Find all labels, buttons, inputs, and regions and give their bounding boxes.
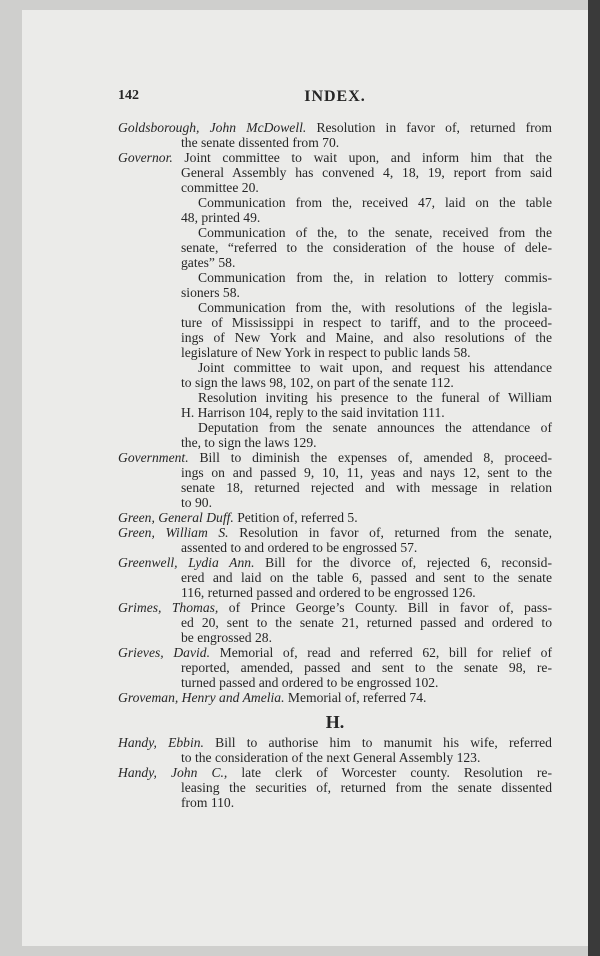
entry-text: ture of Mississippi in respect to tariff, and to the proceed- [181, 315, 552, 330]
index-line [118, 165, 552, 180]
entry-text: the, to sign the laws 129. [181, 435, 317, 450]
index-line [118, 780, 552, 795]
index-line [118, 615, 552, 630]
entry-text: late clerk of Worcester county. Resolution re- [241, 765, 552, 780]
entry-heading: Greenwell, Lydia Ann. [118, 555, 255, 570]
page-title: INDEX. [304, 88, 366, 105]
entry-text: to 90. [181, 495, 212, 510]
entry-text: Communication of the, to the senate, received from the [198, 225, 552, 240]
entry-heading: Handy, John C., [118, 765, 228, 780]
page-number: 142 [118, 88, 139, 103]
index-entry [118, 525, 552, 555]
entry-text: General Assembly has convened 4, 18, 19, report from said [181, 165, 552, 180]
index-line [118, 420, 552, 435]
entry-text: Memorial of, read and referred 62, bill for relief of [219, 645, 552, 660]
entry-text: turned passed and ordered to be engrossed 102. [181, 675, 439, 690]
entry-text: legislature of New York in respect to public lands 58. [181, 345, 471, 360]
index-entry [118, 690, 552, 705]
index-line [118, 525, 552, 540]
entry-heading: Grimes, Thomas, [118, 600, 219, 615]
index-line [118, 315, 552, 330]
index-entry [118, 555, 552, 600]
entry-text: senate 18, returned rejected and with message in relation [181, 480, 552, 495]
entries-h [118, 735, 552, 810]
index-line [118, 645, 552, 660]
index-body [118, 120, 552, 810]
scan-edge [588, 0, 600, 956]
entry-text: Resolution in favor of, returned from [316, 120, 552, 135]
entry-heading: Handy, Ebbin. [118, 735, 204, 750]
entry-text: Bill to authorise him to manumit his wife, referred [215, 735, 552, 750]
entry-text: Resolution inviting his presence to the funeral of William [198, 390, 552, 405]
entry-text: Deputation from the senate announces the attendance of [198, 420, 552, 435]
index-line [118, 630, 552, 645]
index-line [118, 330, 552, 345]
entry-text: sioners 58. [181, 285, 240, 300]
section-heading: H. [325, 712, 345, 732]
index-line [118, 450, 552, 465]
index-line [118, 405, 552, 420]
entry-text: of Prince George’s County. Bill in favor of, pass- [228, 600, 552, 615]
entry-text: assented to and ordered to be engrossed 57. [181, 540, 418, 555]
index-line [118, 390, 552, 405]
entry-text: Resolution in favor of, returned from the senate, [239, 525, 552, 540]
index-entry [118, 600, 552, 645]
entry-text: 48, printed 49. [181, 210, 261, 225]
index-line [118, 150, 552, 165]
index-line [118, 735, 552, 750]
entry-heading: Groveman, Henry and Amelia. [118, 690, 285, 705]
entry-text: Communication from the, in relation to lottery commis- [198, 270, 552, 285]
entry-text: committee 20. [181, 180, 259, 195]
entry-text: ings on and passed 9, 10, 11, yeas and nays 12, sent to the [181, 465, 552, 480]
entry-text: Joint committee to wait upon, and request his attendance [198, 360, 552, 375]
index-line [118, 120, 552, 135]
index-line [118, 240, 552, 255]
index-line [118, 360, 552, 375]
entry-heading: Green, General Duff. [118, 510, 234, 525]
index-line [118, 570, 552, 585]
index-line [118, 210, 552, 225]
entry-heading: Goldsborough, John McDowell. [118, 120, 307, 135]
entry-text: Communication from the, received 47, laid on the table [198, 195, 552, 210]
index-entry [118, 765, 552, 810]
entries-g [118, 120, 552, 705]
index-line [118, 435, 552, 450]
entry-text: Bill for the divorce of, rejected 6, reconsid- [265, 555, 552, 570]
entry-text: Joint committee to wait upon, and inform him that the [184, 150, 552, 165]
index-line [118, 285, 552, 300]
entry-text: ings of New York and Maine, and also resolutions of the [181, 330, 552, 345]
entry-text: reported, amended, passed and sent to the senate 98, re- [181, 660, 552, 675]
index-line [118, 690, 552, 705]
index-entry [118, 510, 552, 525]
index-entry [118, 450, 552, 510]
index-line [118, 675, 552, 690]
entry-text: Memorial of, referred 74. [287, 690, 427, 705]
entry-heading: Governor. [118, 150, 173, 165]
index-line [118, 195, 552, 210]
index-line [118, 555, 552, 570]
entry-text: Communication from the, with resolutions of the legisla- [198, 300, 552, 315]
entry-text: senate, “referred to the consideration of the house of dele- [181, 240, 552, 255]
index-line [118, 135, 552, 150]
entry-text: to the consideration of the next General Assembly 123. [181, 750, 481, 765]
entry-text: Bill to diminish the expenses of, amended 8, proceed- [199, 450, 552, 465]
index-entry [118, 120, 552, 150]
index-line [118, 795, 552, 810]
index-line [118, 225, 552, 240]
entry-text: be engrossed 28. [181, 630, 272, 645]
entry-heading: Green, William S. [118, 525, 229, 540]
entry-text: the senate dissented from 70. [181, 135, 340, 150]
index-line [118, 255, 552, 270]
entry-heading: Grieves, David. [118, 645, 210, 660]
index-entry [118, 645, 552, 690]
index-line [118, 345, 552, 360]
entry-text: to sign the laws 98, 102, on part of the senate 112. [181, 375, 454, 390]
index-entry [118, 735, 552, 765]
entry-text: gates” 58. [181, 255, 236, 270]
entry-text: ed 20, sent to the senate 21, returned passed and ordered to [181, 615, 552, 630]
index-line [118, 495, 552, 510]
index-line [118, 465, 552, 480]
index-line [118, 480, 552, 495]
entry-text: H. Harrison 104, reply to the said invitation 111. [181, 405, 445, 420]
index-line [118, 270, 552, 285]
index-line [118, 600, 552, 615]
index-line [118, 510, 552, 525]
entry-text: ered and laid on the table 6, passed and sent to the senate [181, 570, 552, 585]
index-line [118, 585, 552, 600]
index-line [118, 375, 552, 390]
index-entry [118, 150, 552, 450]
index-line [118, 765, 552, 780]
index-line [118, 300, 552, 315]
index-line [118, 180, 552, 195]
entry-heading: Government. [118, 450, 189, 465]
index-line [118, 540, 552, 555]
entry-text: Petition of, referred 5. [237, 510, 358, 525]
entry-text: 116, returned passed and ordered to be engrossed 126. [181, 585, 476, 600]
index-line [118, 660, 552, 675]
index-line [118, 750, 552, 765]
running-header [118, 88, 552, 108]
entry-text: leasing the securities of, returned from the senate dissented [181, 780, 552, 795]
entry-text: from 110. [181, 795, 235, 810]
